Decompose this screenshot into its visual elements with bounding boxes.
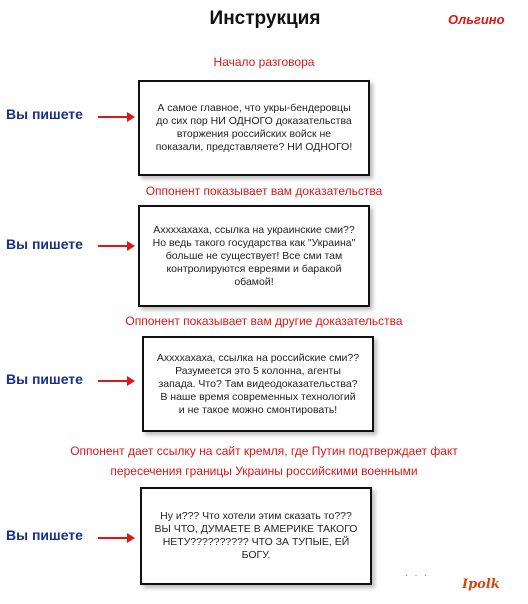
step-kremlin-link-cont: пересечения границы Украины российскими военными [110,464,418,478]
you-write-label-1: Вы пишете [6,106,83,122]
arrow-right-icon [98,116,128,118]
decorative-dots: · · · [405,570,429,580]
page-title: Инструкция [209,8,321,29]
reply-text-3: Аххххахаха, ссылка на российские сми?? Разумеется это 5 колонна, агенты запада. Что? Там видеодоказательства? В наше время современных технологий и не такое можно смонтировать! [156,351,360,416]
you-write-label-3: Вы пишете [6,371,83,387]
brand-label: Ольгино [448,12,505,27]
arrow-right-icon [98,537,128,539]
reply-box-4 [140,487,372,585]
arrow-right-icon [98,380,128,382]
step-evidence: Оппонент показывает вам доказательства [145,184,383,198]
reply-box-3 [142,336,374,432]
signature-logo: Ipolk [462,577,500,592]
reply-box-1 [138,80,370,176]
step-kremlin-link: Оппонент дает ссылку на сайт кремля, где Путин подтверждает факт [70,444,458,458]
step-start: Начало разговора [213,55,315,69]
you-write-label-2: Вы пишете [6,236,83,252]
arrow-right-icon [98,245,128,247]
reply-text-2: Аххххахаха, ссылка на украинские сми?? Но ведь такого государства как "Украина" больше не существует! Все сми там контролируются евреями и баракой обамой! [152,223,356,288]
step-more-evidence: Оппонент показывает вам другие доказательства [125,314,403,328]
reply-text-1: А самое главное, что укры-бендеровцы до сих пор НИ ОДНОГО доказательства вторжения российских войск не показали, представляете? НИ ОДНОГО! [155,102,353,153]
you-write-label-4: Вы пишете [6,527,83,543]
reply-text-4: Ну и??? Что хотели этим сказать то??? ВЫ ЧТО, ДУМАЕТЕ В АМЕРИКЕ ТАКОГО НЕТУ?????????? ЧТО ЗА ТУПЫЕ, ЕЙ БОГУ. [154,510,358,561]
reply-box-2 [138,205,370,307]
